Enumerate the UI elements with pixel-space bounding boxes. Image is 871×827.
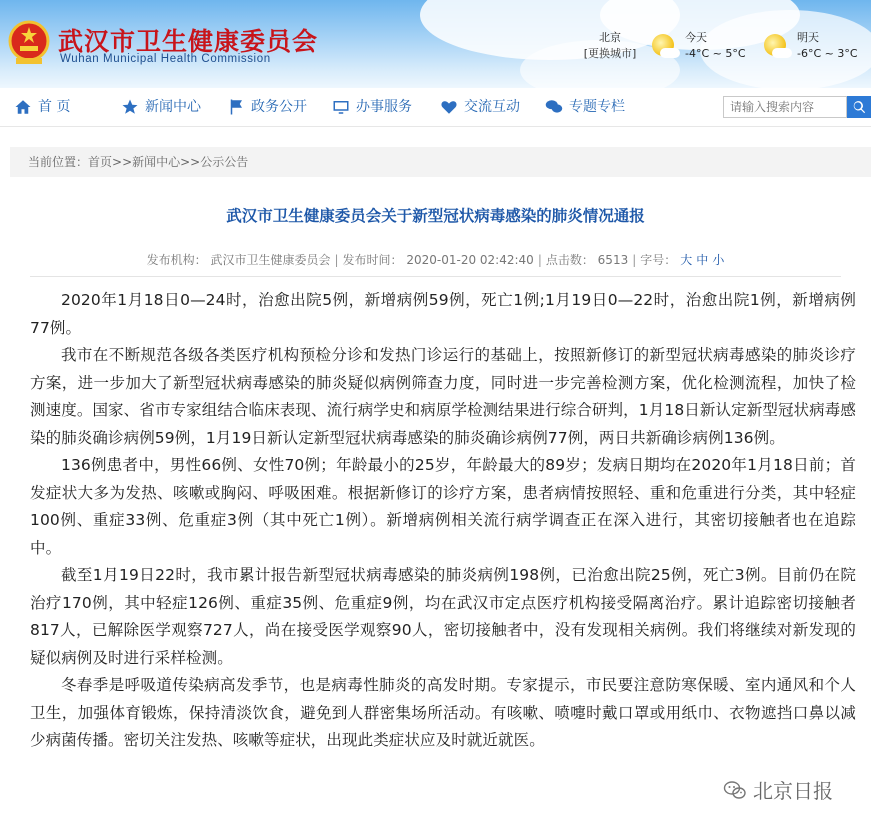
nav-item-label: 新闻中心 — [145, 99, 201, 115]
article-paragraph: 冬春季是呼吸道传染病高发季节，也是病毒性肺炎的高发时期。专家提示，市民要注意防寒保暖、室内通风和个人卫生，加强体育锻炼，保持清淡饮食，避免到人群密集场所活动。有咳嗽、喷嚏时戴口罩或用纸巾、衣物遮挡口鼻以减少病菌传播。密切关注发热、咳嗽等症状，出现此类症状应及时就近就医。 — [30, 676, 856, 749]
nav-item-special-topics[interactable] — [545, 88, 625, 126]
heart-icon — [440, 98, 458, 116]
font-size-large-button[interactable]: 大 — [680, 253, 693, 267]
flag-icon — [227, 98, 245, 116]
nav-item-interaction[interactable] — [440, 88, 520, 126]
national-emblem-icon — [8, 20, 50, 66]
watermark-text: 北京日报 — [753, 779, 833, 803]
tomorrow-label: 明天 — [797, 31, 819, 44]
cloud-icon — [660, 48, 680, 58]
meta-font-size-label: 字号： — [640, 253, 677, 267]
chat-icon — [545, 98, 563, 116]
city-widget — [580, 30, 640, 62]
breadcrumb-path[interactable]: 首页>>新闻中心>>公示公告 — [88, 155, 249, 169]
article-body — [30, 287, 856, 755]
site-subtitle: Wuhan Municipal Health Commission — [60, 53, 271, 65]
meta-click-count: 点击数： 6513 — [545, 253, 629, 267]
search-input[interactable] — [723, 96, 847, 118]
article-paragraph: 截至1月19日22时，我市累计报告新型冠状病毒感染的肺炎病例198例，已治愈出院25例，死亡3例。目前仍在院治疗170例，其中轻症126例、重症35例、危重症9例，均在武汉市定点医疗机构接受隔离治疗。累计追踪密切接触者817人，已解除医学观察727人，尚在接受医学观察90人，密切接触者中，没有发现相关病例。我们将继续对新发现的疑似病例及时进行采样检测。 — [30, 566, 856, 667]
search-icon — [852, 100, 866, 114]
nav-item-services[interactable] — [332, 88, 412, 126]
city-name: 北京 — [599, 31, 621, 44]
weather-tomorrow — [797, 30, 858, 62]
today-temperature: -4°C ~ 5°C — [685, 47, 746, 60]
site-title[interactable]: 武汉市卫生健康委员会 — [58, 27, 319, 56]
wechat-icon — [723, 778, 747, 802]
article-title: 武汉市卫生健康委员会关于新型冠状病毒感染的肺炎情况通报 — [226, 207, 645, 225]
meta-publisher: 发布机构： 武汉市卫生健康委员会 — [146, 253, 331, 267]
tomorrow-temperature: -6°C ~ 3°C — [797, 47, 858, 60]
nav-item-label: 专题专栏 — [569, 99, 625, 115]
watermark — [723, 775, 833, 804]
star-icon — [121, 98, 139, 116]
nav-item-home[interactable] — [14, 88, 70, 126]
nav-item-label: 交流互动 — [464, 99, 520, 115]
nav-item-label: 办事服务 — [356, 99, 412, 115]
home-icon — [14, 98, 32, 116]
nav-item-label: 政务公开 — [251, 99, 307, 115]
article-paragraph: 136例患者中，男性66例、女性70例；年龄最小的25岁，年龄最大的89岁；发病日期均在2020年1月18日前；首发症状大多为发热、咳嗽或胸闷、呼吸困难。根据新修订的诊疗方案，患者病情按照轻、重和危重进行分类，其中轻症100例、重症33例、危重症3例（其中死亡1例）。新增病例相关流行病学调查正在深入进行，其密切接触者也在追踪中。 — [30, 456, 856, 557]
article-meta: 发布机构： 武汉市卫生健康委员会 | 发布时间： 2020-01-20 02:42:40 | 点击数： 6513 | 字号： 大 中 小 — [146, 253, 725, 267]
breadcrumb-label: 当前位置： — [28, 155, 89, 169]
monitor-icon — [332, 98, 350, 116]
weather-today — [685, 30, 746, 62]
article-paragraph: 2020年1月18日0—24时，治愈出院5例，新增病例59例，死亡1例;1月19日0—22时，治愈出院1例，新增病例77例。 — [30, 291, 856, 337]
font-size-medium-button[interactable]: 中 — [696, 253, 709, 267]
nav-item-gov-affairs[interactable] — [227, 88, 307, 126]
site-header — [0, 0, 871, 88]
breadcrumb — [10, 147, 871, 177]
font-size-small-button[interactable]: 小 — [712, 253, 725, 267]
article-paragraph: 我市在不断规范各级各类医疗机构预检分诊和发热门诊运行的基础上，按照新修订的新型冠状病毒感染的肺炎诊疗方案，进一步加大了新型冠状病毒感染的肺炎疑似病例筛查力度，同时进一步完善检测方案，优化检测流程，加快了检测速度。国家、省市专家组结合临床表现、流行病学史和病原学检测结果进行综合研判，1月18日新认定新型冠状病毒感染的肺炎确诊病例59例，1月19日新认定新型冠状病毒感染的肺炎确诊病例77例，两日共新确诊病例136例。 — [30, 346, 856, 447]
meta-publish-time: 发布时间： 2020-01-20 02:42:40 — [342, 253, 534, 267]
cloud-icon — [772, 48, 792, 58]
nav-item-news[interactable] — [121, 88, 201, 126]
divider — [30, 276, 841, 277]
nav-item-label: 首 页 — [38, 99, 71, 115]
change-city-link[interactable]: [更换城市] — [583, 47, 637, 60]
search-button[interactable] — [847, 96, 871, 118]
today-label: 今天 — [685, 31, 707, 44]
